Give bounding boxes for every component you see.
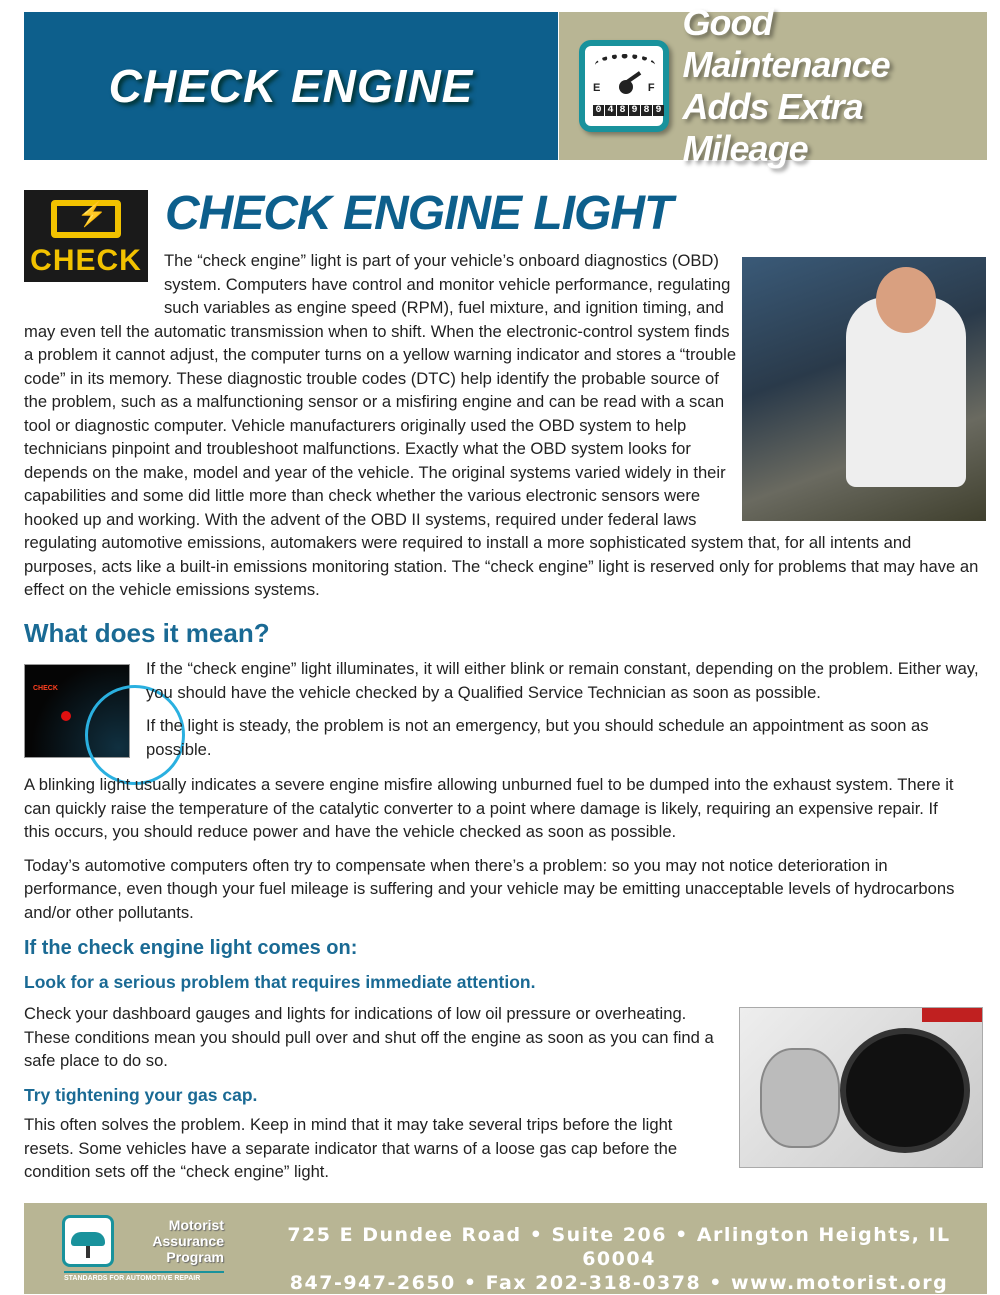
header-banner (24, 12, 558, 160)
odometer-digit: 4 (605, 105, 616, 116)
dashboard-photo: CHECK (24, 664, 130, 758)
check-icon-label: CHECK (30, 244, 142, 277)
fuel-gauge-icon (579, 40, 669, 132)
logo-line: Assurance (152, 1233, 224, 1249)
tagline (683, 2, 987, 170)
odometer-digit: 9 (629, 105, 640, 116)
section-heading-meaning: What does it mean? (24, 618, 270, 648)
gas-cap-photo (739, 1007, 983, 1168)
intro-paragraph (24, 249, 984, 602)
meaning-paragraph: A blinking light usually indicates a severe engine misfire allowing unburned fuel to be dumped into the exhaust system. There it can quickly raise the temperature of the catalytic converter to a point where damage is likely, requiring an expensive repair. If this occurs, you should reduce power and have the vehicle checked as soon as possible. (24, 775, 954, 841)
serious-paragraph: Check your dashboard gauges and lights for indications of low oil pressure or overheating. These conditions mean you should pull over and shut off the engine as soon as you can find a safe place to do so. (24, 1004, 714, 1070)
meaning-paragraph: If the light is steady, the problem is not an emergency, but you should schedule an appointment as soon as possible. (146, 716, 929, 759)
odometer-digit: 8 (617, 105, 628, 116)
logo-line: Program (166, 1249, 224, 1265)
logo-line: Motorist (168, 1217, 224, 1233)
meaning-paragraph: If the “check engine” light illuminates, it will either blink or remain constant, depending on the problem. Either way, you should have the vehicle checked by a Qualified Service Technician as soon as possible. (146, 659, 979, 702)
gauge-e-label: E (593, 82, 601, 94)
technician-photo (742, 257, 986, 521)
section-heading-comes-on: If the check engine light comes on: (24, 937, 358, 959)
gascap-paragraph: This often solves the problem. Keep in mind that it may take several trips before the light resets. Some vehicles have a separate indicator that warns of a loose gas cap before the condition sets off the “check engine” light. (24, 1115, 678, 1181)
logo-subtitle: STANDARDS FOR AUTOMOTIVE REPAIR (64, 1275, 201, 1282)
subheading-serious: Look for a serious problem that requires immediate attention. (24, 972, 536, 992)
phone-fax-web: 847-947-2650 • Fax 202-318-0378 • www.motorist.org (289, 1272, 949, 1294)
odometer-digit: 9 (653, 105, 664, 116)
intro-text: The “check engine” light is part of your vehicle’s onboard diagnostics (OBD) system. Computers have control and monitor vehicle performance, regulating such variables as engine speed (RPM), fuel mixture, and ignition timing, and may even tell the automatic transmission when to shift. When the electronic-control system finds a problem it cannot adjust, the computer turns on a yellow warning indicator and stores a “trouble code” in its memory. These diagnostic trouble codes (DTC) help identify the probable source of the problem, such as a malfunctioning sensor or a misfiring engine and can be read with a scan tool or diagnostic computer. Vehicle manufacturers originally used the OBD system to help technicians pinpoint and troubleshoot malfunctions. Exactly what the OBD system looks for depends on the make, model and year of the vehicle. The original systems varied widely in their capabilities and some did little more than check whether the various electronic sensors were hooked up and working. With the advent of the OBD II systems, required under federal laws regulating automotive emissions, automakers were required to install a more sophisticated system that, for all intents and purposes, acts like a built-in emissions monitoring station. The “check engine” light is reserved only for problems that may have an effect on the vehicle emissions systems. (24, 251, 979, 599)
map-logo-icon (62, 1215, 114, 1267)
subheading-gascap: Try tightening your gas cap. (24, 1085, 258, 1105)
tagline-line-2: Adds Extra Mileage (682, 86, 863, 169)
tagline-line-1: Good Maintenance (682, 2, 890, 85)
article-title: CHECK ENGINE LIGHT (165, 187, 673, 240)
address: 725 E Dundee Road • Suite 206 • Arlington Heights, IL 60004 (287, 1224, 951, 1270)
odometer-digit: 8 (641, 105, 652, 116)
gauge-f-label: F (647, 82, 655, 94)
odometer-digit: 0 (593, 105, 604, 116)
odometer (593, 105, 664, 116)
footer (24, 1203, 987, 1294)
header-title: CHECK ENGINE (108, 60, 474, 112)
meaning-paragraph: Today’s automotive computers often try to compensate when there’s a problem: so you may not notice deterioration in performance, even though your fuel mileage is suffering and your vehicle may be emitting unacceptable levels of hydrocarbons and/or other pollutants. (24, 855, 955, 922)
contact-info (254, 1223, 984, 1295)
logo-name (120, 1217, 224, 1265)
tagline-banner (559, 2, 987, 169)
